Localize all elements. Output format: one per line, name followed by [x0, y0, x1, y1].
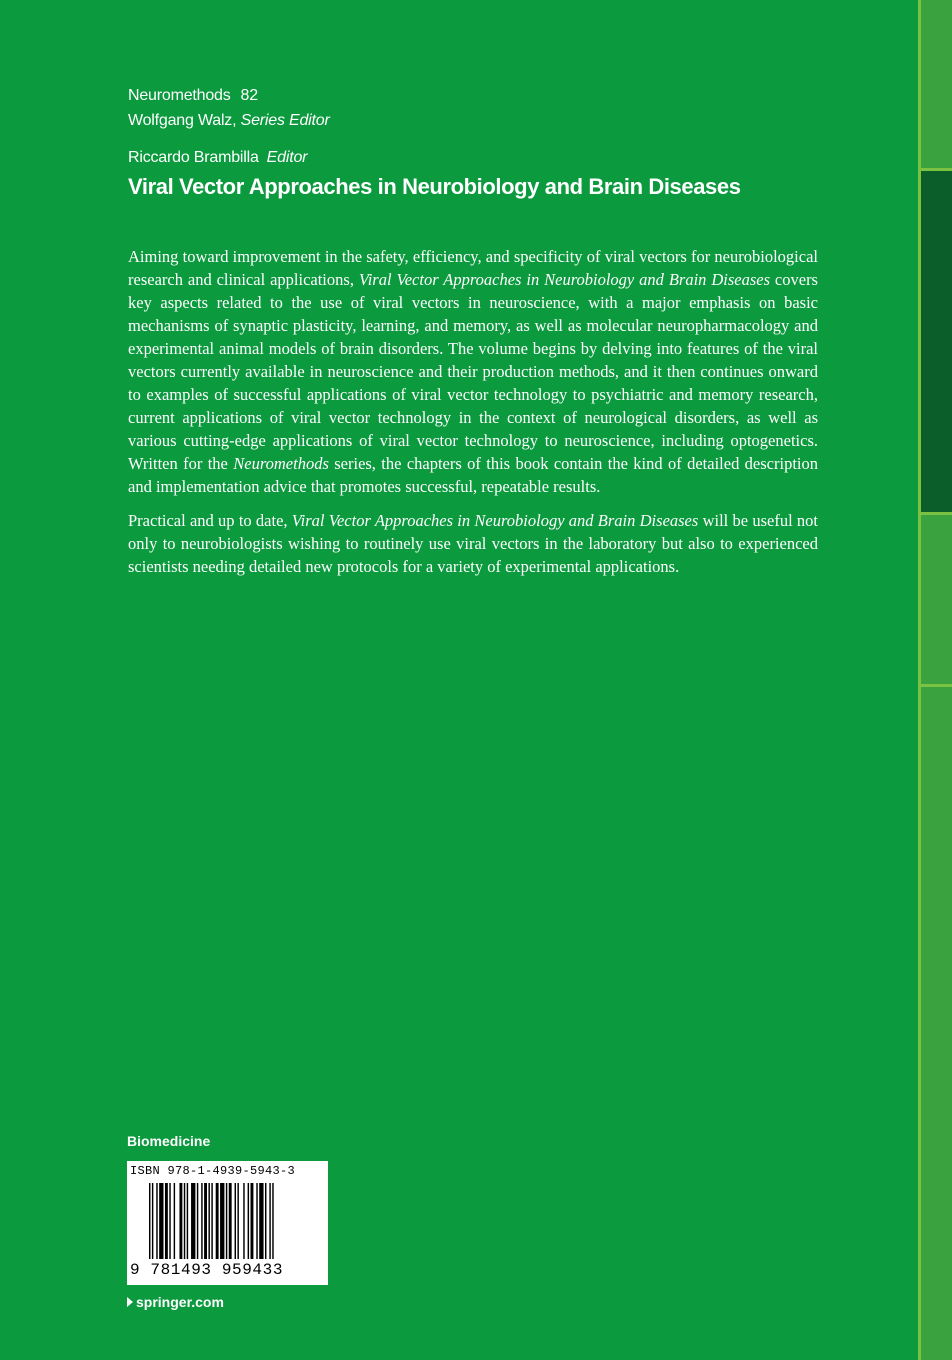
isbn-barcode [127, 1161, 328, 1285]
barcode-bar [220, 1183, 224, 1259]
description-text: series, the chapters of this book contain the kind of detailed description and implementation advice that promotes successful, repeatable results. [128, 454, 818, 496]
barcode-bar [165, 1183, 168, 1259]
barcode-bar [226, 1183, 227, 1259]
description-text: covers key aspects related to the use of viral vectors in neuroscience, with a major emphasis on basic mechanisms of synaptic plasticity, learning, and memory, as well as molecular neuropharmacology and experimental animal models of brain disorders. The volume begins by delving into features of the viral vectors currently available in neuroscience and their production methods, and it then continues onward to examples of successful applications of viral vector technology to psychiatric and memory research, current applications of viral vector technology in the context of neurological disorders, as well as various cutting-edge applications of viral vector technology to neuroscience, including optogenetics. Written for the [128, 270, 818, 473]
barcode-bar [229, 1183, 232, 1259]
publisher-url: springer.com [136, 1294, 224, 1310]
barcode-bar [159, 1183, 163, 1259]
barcode-bar [149, 1183, 150, 1259]
barcode-bar [259, 1183, 263, 1259]
barcode-bar [208, 1183, 209, 1259]
series-editor-role: Series Editor [240, 112, 330, 129]
barcode-bar [256, 1183, 257, 1259]
description-title-ref: Viral Vector Approaches in Neurobiology and Brain Diseases [358, 270, 770, 289]
barcode-bar [204, 1183, 207, 1259]
barcode-bar [184, 1183, 185, 1259]
barcode-bar [187, 1183, 188, 1259]
volume-editor-name: Riccardo Brambilla [128, 149, 259, 166]
series-editor-name: Wolfgang Walz, [128, 112, 237, 129]
barcode-bar [156, 1183, 157, 1259]
header [128, 84, 741, 201]
description-text: will be useful not only to neurobiologists wishing to routinely use viral vectors in the laboratory but also to experienced scientists needing detailed new protocols for a variety of experimental applications. [128, 511, 818, 576]
description-title-ref: Viral Vector Approaches in Neurobiology and Brain Diseases [291, 511, 699, 530]
arrow-right-icon [127, 1297, 133, 1307]
isbn-label: ISBN 978-1-4939-5943-3 [130, 1164, 296, 1178]
subject-category: Biomedicine [127, 1133, 211, 1149]
barcode-bar [201, 1183, 202, 1259]
barcode-bar [216, 1183, 219, 1259]
barcode-bar [211, 1183, 212, 1259]
barcode-bar [174, 1183, 175, 1259]
publisher-link[interactable] [127, 1294, 224, 1310]
spine-line-bottom [921, 684, 952, 687]
barcode-bar [269, 1183, 270, 1259]
description [128, 245, 818, 589]
spine-dark-band [921, 170, 952, 512]
series-name: Neuromethods [128, 87, 231, 104]
barcode-bar [191, 1183, 195, 1259]
barcode-bar [243, 1183, 244, 1259]
description-series-ref: Neuromethods [233, 454, 329, 473]
spine-line-middle [921, 512, 952, 515]
barcode-bar [197, 1183, 198, 1259]
description-paragraph-2 [128, 509, 818, 578]
ean-digits: 9 781493 959433 [130, 1261, 284, 1279]
series-line [128, 84, 741, 108]
barcode-bar [265, 1183, 266, 1259]
barcode-bar [248, 1183, 249, 1259]
description-text: Aiming toward improvement in the safety, efficiency, and specificity of viral vectors for neurobiological research and clinical applications, [128, 247, 818, 289]
volume-editor-line [128, 146, 741, 170]
barcode-bar [152, 1183, 153, 1259]
barcode-bar [179, 1183, 182, 1259]
barcode-bar [169, 1183, 170, 1259]
volume-editor-role: Editor [266, 149, 308, 166]
spine-line-top [921, 168, 952, 171]
barcode-bar [237, 1183, 238, 1259]
barcode-bars [149, 1183, 323, 1259]
description-paragraph-1 [128, 245, 818, 498]
description-text: Practical and up to date, [128, 511, 292, 530]
barcode-bar [251, 1183, 254, 1259]
series-editor-line [128, 109, 741, 133]
book-title: Viral Vector Approaches in Neurobiology and Brain Diseases [128, 174, 741, 199]
barcode-bar [272, 1183, 273, 1259]
barcode-bar [235, 1183, 236, 1259]
series-number: 82 [240, 87, 258, 104]
